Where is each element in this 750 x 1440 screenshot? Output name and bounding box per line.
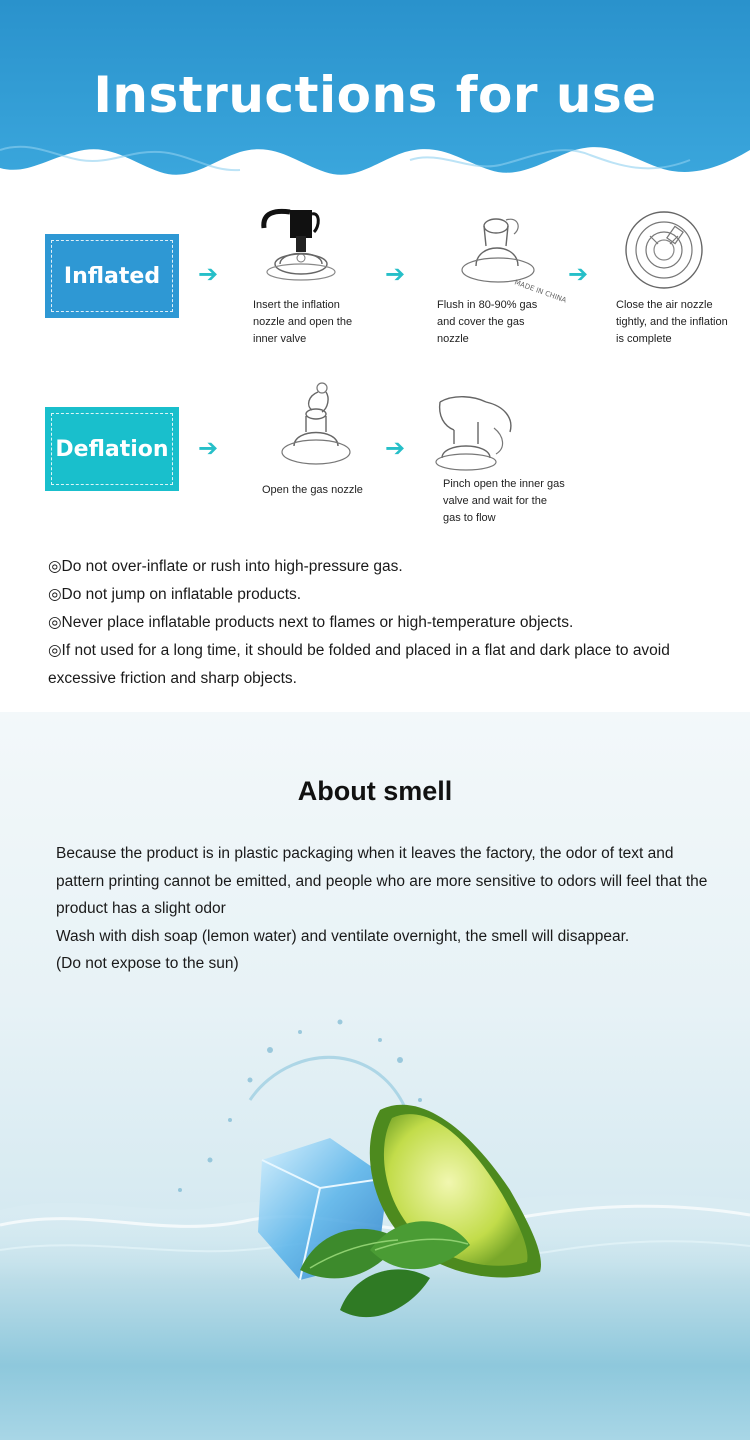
valve-closed-illustration <box>622 208 706 292</box>
note-item: ◎If not used for a long time, it should be folded and placed in a flat and dark place to avoid excessive friction and sharp objects. <box>48 642 670 687</box>
note-item: ◎Do not over-inflate or rush into high-pressure gas. <box>48 558 403 575</box>
usage-notes <box>48 553 728 693</box>
about-smell-text <box>56 840 716 978</box>
deflation-step-2-caption: Pinch open the inner gas valve and wait for the gas to flow <box>443 478 565 524</box>
note-item: ◎Never place inflatable products next to flames or high-temperature objects. <box>48 614 574 631</box>
inflated-label <box>45 234 179 318</box>
water-splash-image <box>0 1010 750 1440</box>
inflated-step-2-caption: Flush in 80-90% gas and cover the gas nozzle <box>437 299 538 345</box>
about-smell-title: About smell <box>297 776 453 806</box>
valve-flush-illustration <box>456 208 568 305</box>
smell-paragraph: Because the product is in plastic packaging when it leaves the factory, the odor of text and pattern printing cannot be emitted, and people who are more sensitive to odors will feel that the product has a slight odor <box>56 845 708 917</box>
deflation-step-1-caption: Open the gas nozzle <box>262 484 363 496</box>
inflated-step-1-caption: Insert the inflation nozzle and open the inner valve <box>253 299 353 345</box>
valve-embossing: MADE IN CHINA <box>513 278 568 305</box>
smell-paragraph: Wash with dish soap (lemon water) and ventilate overnight, the smell will disappear. <box>56 927 630 945</box>
inflated-label-text: Inflated <box>63 263 161 289</box>
arrow-right-icon: ➔ <box>385 435 406 462</box>
arrow-right-icon: ➔ <box>198 261 219 288</box>
header-banner <box>0 0 750 190</box>
arrow-right-icon: ➔ <box>385 261 406 288</box>
arrow-right-icon: ➔ <box>568 261 589 288</box>
pump-nozzle-illustration <box>258 206 342 290</box>
arrow-right-icon: ➔ <box>198 435 219 462</box>
deflation-label <box>45 407 179 491</box>
open-nozzle-illustration <box>278 380 354 470</box>
deflation-label-text: Deflation <box>55 436 169 462</box>
inflated-step-3-caption: Close the air nozzle tightly, and the inflation is complete <box>616 299 728 345</box>
pinch-valve-illustration <box>434 392 520 472</box>
page-title: Instructions for use <box>93 66 657 124</box>
note-item: ◎Do not jump on inflatable products. <box>48 586 302 603</box>
smell-paragraph: (Do not expose to the sun) <box>56 955 239 972</box>
